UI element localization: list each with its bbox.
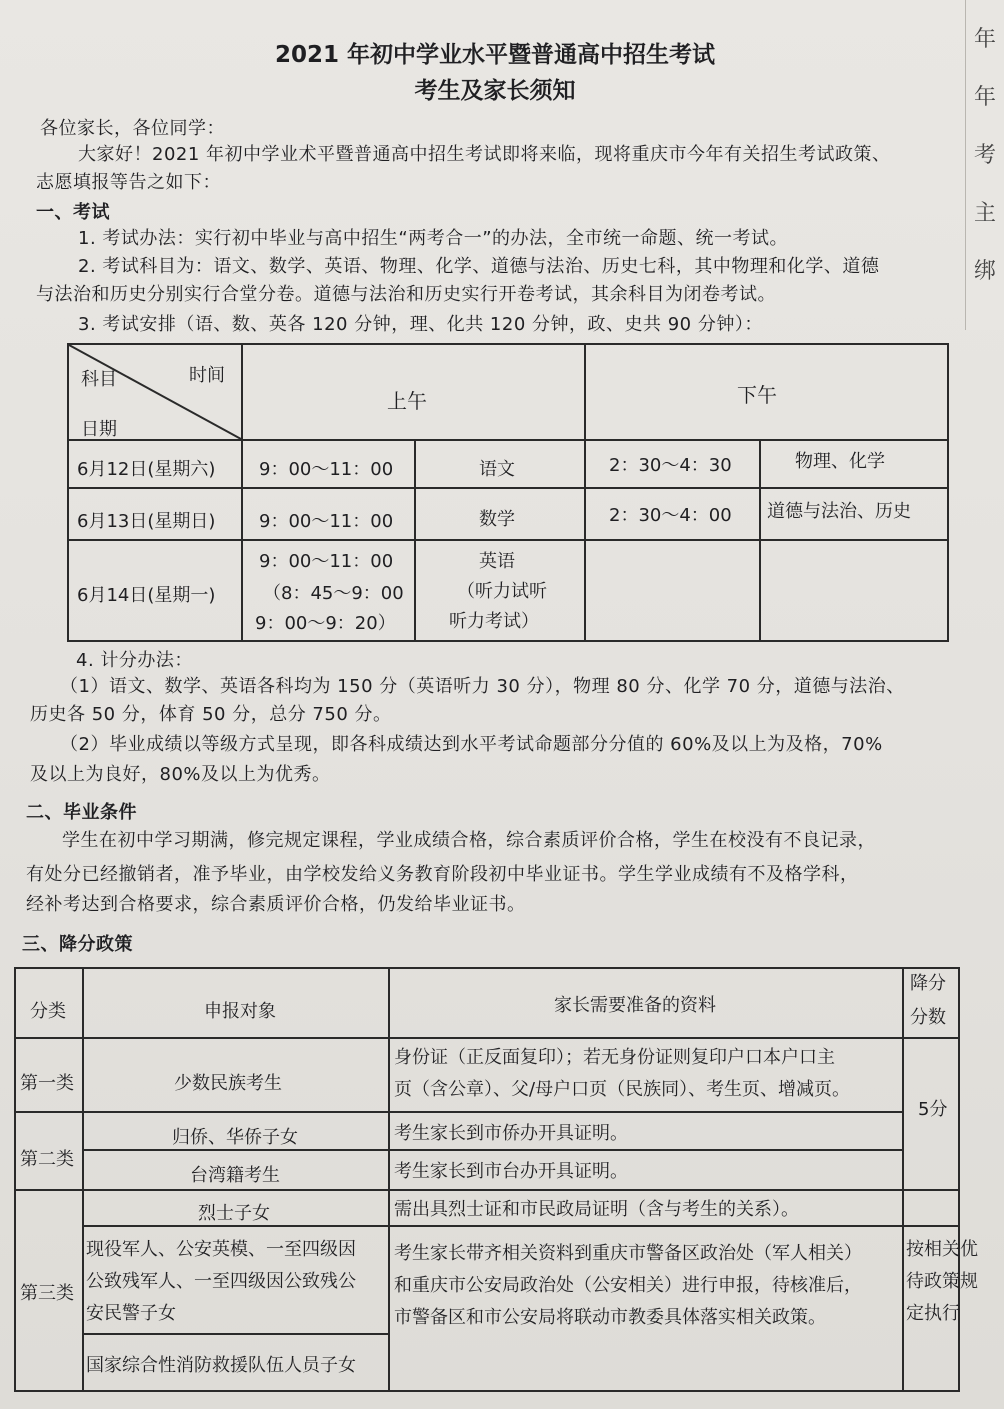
header-target: 申报对象	[204, 1001, 276, 1022]
row-pm-time: 2：30～4：00	[609, 505, 732, 526]
scoring-paragraph-line: （1）语文、数学、英语各科均为 150 分（英语听力 30 分），物理 80 分、化学 70 分，道德与法治、	[60, 676, 905, 697]
policy-target: 归侨、华侨子女	[172, 1127, 298, 1148]
policy-materials: 和重庆市公安局政治处（公安相关）进行申报，待核准后，	[394, 1275, 862, 1296]
morning-header: 上午	[387, 389, 427, 413]
category-2: 第二类	[20, 1149, 74, 1170]
category-1: 第一类	[20, 1073, 74, 1094]
policy-target: 安民警子女	[86, 1303, 176, 1324]
policy-target: 现役军人、公安英模、一至四级因	[86, 1239, 356, 1260]
corner-time-label: 时间	[189, 365, 225, 386]
exam-item-2-line: 2. 考试科目为：语文、数学、英语、物理、化学、道德与法治、历史七科，其中物理和化学、道德	[78, 256, 880, 277]
header-points: 分数	[910, 1007, 946, 1028]
graduation-paragraph-line: 经补考达到合格要求，综合素质评价合格，仍发给毕业证书。	[26, 894, 526, 915]
row-pm-subject: 道德与法治、历史	[767, 501, 911, 522]
section-heading-policy: 三、降分政策	[22, 934, 133, 955]
document-subtitle: 考生及家长须知	[414, 78, 576, 104]
margin-char: 绑	[974, 259, 997, 284]
intro-paragraph-line: 大家好！2021 年初中学业术平暨普通高中招生考试即将来临，现将重庆市今年有关招生考试政策、	[78, 144, 891, 165]
points-rule: 定执行	[906, 1303, 960, 1324]
header-category: 分类	[30, 1001, 66, 1022]
row-am-time: 9：00～11：00	[259, 459, 394, 480]
graduation-paragraph-line: 学生在初中学习期满，修完规定课程，学业成绩合格，综合素质评价合格，学生在校没有不良记录，	[62, 830, 876, 851]
points-value: 5分	[918, 1099, 948, 1120]
row-am-subject: 语文	[479, 459, 515, 480]
policy-target: 烈士子女	[198, 1203, 270, 1224]
header-materials: 家长需要准备的资料	[554, 995, 716, 1016]
row-date: 6月14日(星期一)	[77, 585, 216, 606]
row-am-time: 9：00～11：00	[259, 511, 394, 532]
policy-materials: 身份证（正反面复印）；若无身份证则复印户口本户口主	[394, 1047, 835, 1068]
policy-materials: 考生家长到市侨办开具证明。	[394, 1123, 628, 1144]
graduation-paragraph-line: 有处分已经撤销者，准予毕业，由学校发给义务教育阶段初中毕业证书。学生学业成绩有不及格学科，	[26, 864, 859, 885]
row-am-subject: 英语	[479, 551, 515, 572]
row-date: 6月12日(星期六)	[77, 459, 216, 480]
scoring-paragraph-line: 及以上为良好，80%及以上为优秀。	[30, 764, 331, 785]
policy-target: 台湾籍考生	[190, 1165, 280, 1186]
exam-schedule-table	[67, 343, 949, 642]
row-am-subject: 听力考试）	[449, 611, 539, 632]
row-pm-time: 2：30～4：30	[609, 455, 732, 476]
exam-item-3: 3. 考试安排（语、数、英各 120 分钟，理、化共 120 分钟，政、史共 90 分钟）：	[78, 314, 763, 335]
policy-materials: 页（含公章）、父/母户口页（民族同）、考生页、增减页。	[394, 1079, 851, 1100]
section-heading-graduation: 二、毕业条件	[26, 802, 137, 823]
policy-table	[14, 967, 978, 1392]
corner-date-label: 日期	[81, 419, 117, 440]
margin-char: 年	[974, 27, 997, 52]
scoring-paragraph-line: （2）毕业成绩以等级方式呈现，即各科成绩达到水平考试命题部分分值的 60%及以上为及格，70%	[60, 734, 883, 755]
scoring-paragraph-line: 历史各 50 分，体育 50 分，总分 750 分。	[30, 704, 392, 725]
category-3: 第三类	[20, 1283, 74, 1304]
margin-char: 主	[974, 201, 997, 226]
exam-item-2-line: 与法治和历史分别实行合堂分卷。道德与法治和历史实行开卷考试，其余科目为闭卷考试。	[36, 284, 776, 305]
intro-paragraph-line: 志愿填报等告之如下：	[36, 172, 221, 193]
margin-char: 年	[974, 85, 997, 110]
policy-materials: 考生家长到市台办开具证明。	[394, 1161, 628, 1182]
margin-char: 考	[974, 143, 997, 168]
points-rule: 按相关优	[906, 1239, 978, 1260]
exam-item-1: 1. 考试办法：实行初中毕业与高中招生“两考合一”的办法，全市统一命题、统一考试。	[78, 228, 789, 249]
row-date: 6月13日(星期日)	[77, 511, 216, 532]
document-title: 2021 年初中学业水平暨普通高中招生考试	[274, 42, 716, 68]
policy-target: 少数民族考生	[174, 1073, 282, 1094]
policy-materials: 需出具烈士证和市民政局证明（含与考生的关系）。	[394, 1199, 799, 1220]
policy-target: 公致残军人、一至四级因公致残公	[86, 1271, 356, 1292]
row-am-time: 9：00～11：00	[259, 551, 394, 572]
scoring-heading: 4. 计分办法：	[76, 650, 193, 671]
greeting: 各位家长，各位同学：	[40, 118, 225, 139]
policy-target: 国家综合性消防救援队伍人员子女	[86, 1355, 356, 1376]
row-am-time: （8：45～9：00	[263, 583, 404, 604]
row-am-subject: （听力试听	[457, 581, 547, 602]
row-am-time: 9：00～9：20）	[255, 613, 396, 634]
afternoon-header: 下午	[737, 383, 777, 407]
points-rule: 待政策规	[906, 1271, 978, 1292]
row-pm-subject: 物理、化学	[795, 451, 885, 472]
policy-materials: 考生家长带齐相关资料到重庆市警备区政治处（军人相关）	[394, 1243, 862, 1264]
section-heading-exam: 一、考试	[36, 202, 110, 223]
corner-subject-label: 科目	[81, 369, 117, 390]
header-points: 降分	[910, 973, 946, 994]
row-am-subject: 数学	[479, 509, 515, 530]
policy-materials: 市警备区和市公安局将联动市教委具体落实相关政策。	[394, 1307, 826, 1328]
